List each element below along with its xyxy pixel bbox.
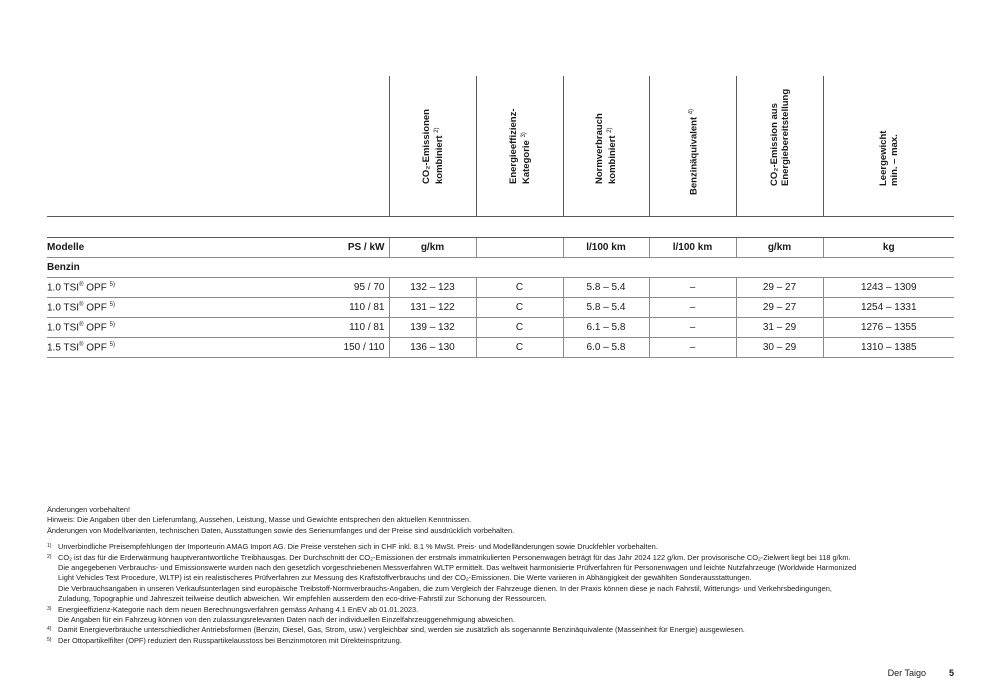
footnote-ref: 3) — [520, 132, 527, 138]
co2-cell: 139 – 132 — [389, 318, 476, 338]
rotated-column-headers — [47, 76, 954, 216]
efficiency-cell: C — [476, 318, 563, 338]
model-suffix: OPF — [83, 322, 107, 334]
header-co2-energy-supply — [736, 76, 823, 216]
footnote-ref: 5) — [109, 341, 115, 348]
header-empty-weight — [823, 76, 954, 216]
registered-mark: ® — [79, 341, 84, 348]
footnote-ref: 5) — [109, 301, 115, 308]
equivalent-cell: – — [649, 318, 736, 338]
note-line: Änderungen vorbehalten! — [47, 505, 131, 514]
footnote-number: 2) — [47, 553, 52, 560]
footnote-ref: 2) — [606, 127, 613, 133]
footnote-ref: 4) — [687, 108, 694, 115]
header-line: CO₂-Emissionen — [420, 108, 432, 184]
equivalent-cell: – — [649, 338, 736, 358]
power-cell: 110 / 81 — [283, 318, 389, 338]
power-cell: 95 / 70 — [283, 278, 389, 298]
notes-section — [47, 505, 947, 646]
unit-model: Modelle — [47, 238, 283, 258]
footnote-number: 5) — [47, 636, 52, 643]
efficiency-cell: C — [476, 278, 563, 298]
registered-mark: ® — [79, 321, 84, 328]
unit-weight: kg — [823, 238, 954, 258]
weight-cell: 1310 – 1385 — [823, 338, 954, 358]
consumption-cell: 5.8 – 5.4 — [563, 298, 649, 318]
units-row — [47, 238, 954, 258]
unit-co2-supply: g/km — [736, 238, 823, 258]
note-line: Hinweis: Die Angaben über den Lieferumfang, Aussehen, Leistung, Masse und Gewichte entsprechen den aktuellen Kenntnissen. — [47, 515, 472, 525]
model-name: 1.0 TSI — [47, 302, 80, 314]
footnote — [47, 553, 947, 605]
header-line: Energieeffizienz- — [507, 108, 519, 184]
efficiency-cell: C — [476, 338, 563, 358]
equivalent-cell: – — [649, 278, 736, 298]
co2-supply-cell: 31 – 29 — [736, 318, 823, 338]
consumption-cell: 6.0 – 5.8 — [563, 338, 649, 358]
footnote-ref: 5) — [109, 281, 115, 288]
footnote-number: 1) — [47, 543, 52, 550]
model-suffix: OPF — [83, 302, 107, 314]
footnote-line: Die angegebenen Verbrauchs- und Emissionswerte wurden nach den gesetzlich vorgeschriebenen Messverfahren WLTP ermittelt. Das weltweit harmonisierte Prüfverfahren für Personenwagen und leichte Nutzfahrzeuge (Worldwide Harmonized — [58, 563, 857, 573]
consumption-cell: 6.1 – 5.8 — [563, 318, 649, 338]
model-cell — [47, 298, 283, 318]
model-suffix: OPF — [83, 342, 107, 354]
unit-efficiency — [476, 238, 563, 258]
header-efficiency-category — [476, 76, 563, 216]
footnote-line: Unverbindliche Preisempfehlungen der Importeurin AMAG Import AG. Die Preise verstehen sich in CHF inkl. 8.1 % MwSt. Preis- und Modelländerungen sowie Druckfehler vorbehalten. — [58, 542, 658, 552]
registered-mark: ® — [79, 301, 84, 308]
weight-cell: 1243 – 1309 — [823, 278, 954, 298]
header-line: Kategorie — [520, 140, 532, 184]
footer-title: Der Taigo — [887, 668, 926, 678]
power-cell: 110 / 81 — [283, 298, 389, 318]
footnote-line: Damit Energieverbräuche unterschiedlicher Antriebsformen (Benzin, Diesel, Gas, Strom, usw.) vergleichbar sind, werden sie zusätzlich als sogenannte Benzinäquivalente (Masseinheit für Energie) ausgewiesen. — [58, 625, 745, 635]
header-line: Leergewicht — [877, 130, 889, 186]
table-row — [47, 278, 954, 298]
footnote-line: Zuladung, Topographie und Jahreszeit teilweise deutlich abweichen. Wir empfehlen ausserdem den eco-drive-Fahrstil zur Schonung der Ressourcen. — [58, 594, 547, 604]
power-cell: 150 / 110 — [283, 338, 389, 358]
header-line: Energiebereitstellung — [779, 88, 791, 186]
footnote-ref: 5) — [109, 321, 115, 328]
consumption-cell: 5.8 – 5.4 — [563, 278, 649, 298]
footnote — [47, 542, 947, 552]
model-name: 1.0 TSI — [47, 322, 80, 334]
header-line: kombiniert — [607, 135, 619, 184]
co2-supply-cell: 29 – 27 — [736, 298, 823, 318]
footnote-ref: 2) — [433, 127, 440, 133]
note-line: Änderungen von Modellvarianten, technischen Daten, Ausstattungen sowie des Serienumfanges und der Preise sind ausdrücklich vorbehalten. — [47, 525, 515, 535]
footnote — [47, 636, 947, 646]
header-line: Normverbrauch — [593, 113, 605, 184]
group-row — [47, 258, 954, 278]
footnote — [47, 625, 947, 635]
header-line: CO₂-Emission aus — [768, 103, 780, 186]
model-name: 1.5 TSI — [47, 342, 80, 354]
table-row — [47, 338, 954, 358]
group-label: Benzin — [47, 258, 954, 278]
registered-mark: ® — [79, 281, 84, 288]
footnote-line: Die Angaben für ein Fahrzeug können von den zulassungsrelevanten Daten nach der individuellen Einzelfahrzeuggenehmigung abweichen. — [58, 615, 515, 625]
co2-cell: 132 – 123 — [389, 278, 476, 298]
unit-power: PS / kW — [283, 238, 389, 258]
table-row — [47, 318, 954, 338]
footnote-line: Die Verbrauchsangaben in unseren Verkaufsunterlagen sind europäische Treibstoff-Normverbrauchs-Angaben, die zum Vergleich der Fahrzeuge dienen. In der Praxis können diese je nach Fahrstil, Witterungs- und Verkehrsbedingungen, — [58, 583, 832, 593]
technical-data-table — [47, 237, 954, 358]
footnote-line: Light Vehicles Test Procedure, WLTP) ist ein realistischeres Prüfverfahren zur Messung des Kraftstoffverbrauchs und der CO₂-Emissionen. Die Werte variieren in Abhängigkeit der gewählten Sonderausstattungen. — [58, 573, 752, 583]
unit-equivalent: l/100 km — [649, 238, 736, 258]
equivalent-cell: – — [649, 298, 736, 318]
co2-cell: 131 – 122 — [389, 298, 476, 318]
model-cell — [47, 318, 283, 338]
weight-cell: 1276 – 1355 — [823, 318, 954, 338]
header-norm-consumption — [563, 76, 649, 216]
footnote-number: 4) — [47, 626, 52, 633]
header-line: kombiniert — [433, 135, 445, 184]
header-line: Benzinäquivalent — [688, 116, 700, 195]
footnote-line: Energieeffizienz-Kategorie nach dem neuen Berechnungsverfahren gemäss Anhang 4.1 EnEV ab 01.01.2023. — [58, 604, 419, 614]
model-suffix: OPF — [83, 282, 107, 294]
header-line: min. – max. — [888, 134, 900, 186]
model-name: 1.0 TSI — [47, 282, 80, 294]
footnote-number: 3) — [47, 605, 52, 612]
footnote-line: Der Ottopartikelfilter (OPF) reduziert den Russpartikelausstoss bei Benzinmotoren mit Direkteinspritzung. — [58, 635, 402, 645]
unit-consumption: l/100 km — [563, 238, 649, 258]
page-number: 5 — [948, 668, 954, 678]
co2-supply-cell: 29 – 27 — [736, 278, 823, 298]
model-cell — [47, 338, 283, 358]
co2-cell: 136 – 130 — [389, 338, 476, 358]
header-rule — [47, 216, 954, 217]
co2-supply-cell: 30 – 29 — [736, 338, 823, 358]
unit-co2: g/km — [389, 238, 476, 258]
efficiency-cell: C — [476, 298, 563, 318]
table-row — [47, 298, 954, 318]
header-co2-combined — [389, 76, 476, 216]
model-cell — [47, 278, 283, 298]
weight-cell: 1254 – 1331 — [823, 298, 954, 318]
footnote-line: CO₂ ist das für die Erderwärmung hauptverantwortliche Treibhausgas. Der Durchschnitt der CO₂-Emissionen der erstmals immatrikulierten Personenwagen beträgt für das Jahr 2024 122 g/km. Der provisorische CO₂-Zielwert liegt bei 118 g/km. — [58, 552, 851, 562]
header-petrol-equivalent — [649, 76, 736, 216]
footnote — [47, 605, 947, 626]
